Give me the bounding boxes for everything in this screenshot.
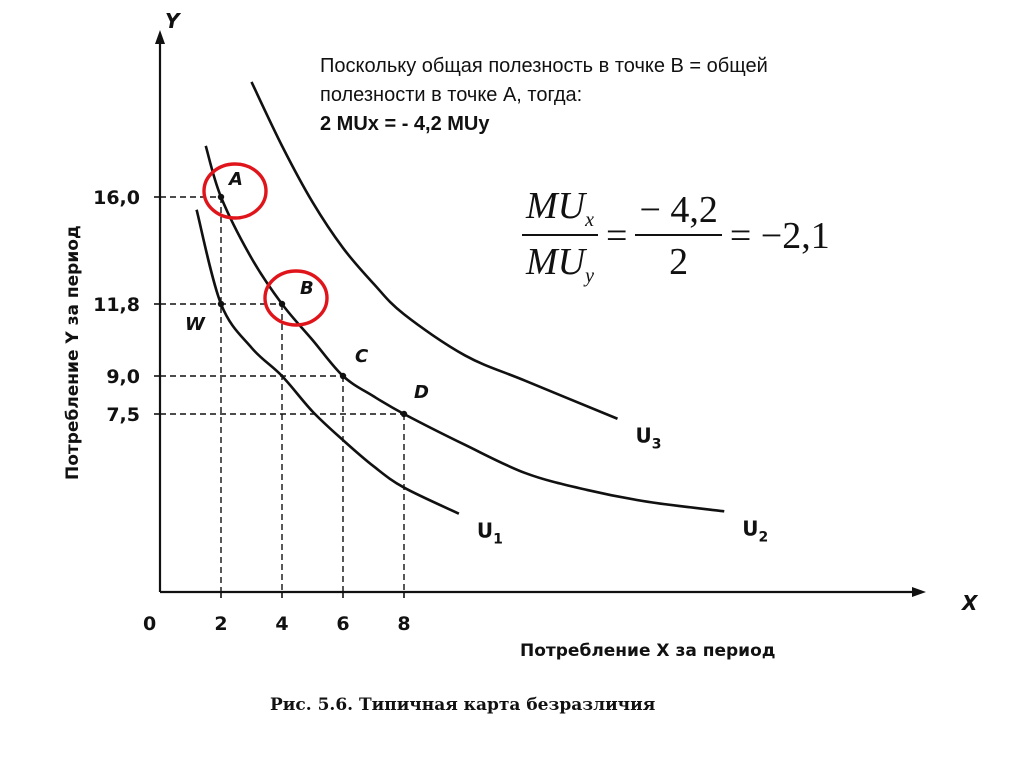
point-label-d: D [414, 382, 429, 403]
point-label-c: C [355, 346, 369, 367]
mrs-formula [522, 184, 838, 288]
x-tick-label-4: 4 [275, 613, 289, 635]
y-tick-label-11,8: 11,8 [93, 294, 140, 316]
curve-u1 [197, 210, 459, 514]
equation-line: 2 MUx = - 4,2 MUy [320, 113, 490, 135]
mu-ratio-fraction [522, 184, 598, 288]
explanation-line-2: полезности в точке А, тогда: [320, 84, 583, 106]
point-label-b: B [300, 278, 314, 299]
curve-label-u3: $U_3$ [635, 423, 662, 453]
value-numerator: − 4,2 [635, 188, 721, 236]
y-axis-name: Y [165, 9, 180, 33]
highlight-circle-b [265, 271, 327, 325]
curve-label-u2: $U_2$ [742, 516, 769, 546]
point-label-w: W [185, 314, 205, 335]
x-tick-label-2: 2 [214, 613, 228, 635]
equals-sign: = [606, 215, 628, 257]
x-tick-label-8: 8 [397, 613, 411, 635]
explanation-text [320, 52, 940, 139]
value-fraction [635, 188, 721, 284]
curve-label-u1: $U_1$ [476, 518, 503, 548]
point-b [279, 301, 285, 307]
y-tick-label-16,0: 16,0 [93, 187, 140, 209]
x-axis-name: X [962, 591, 978, 615]
mu-x-numerator: MU [526, 185, 586, 227]
y-axis-title: Потребление Y за период [63, 225, 83, 480]
point-d [401, 411, 407, 417]
guide-lines [160, 197, 404, 592]
tick-labels [93, 187, 411, 635]
x-tick-label-6: 6 [336, 613, 350, 635]
point-c [340, 373, 346, 379]
mu-y-subscript: y [585, 265, 594, 287]
mu-x-subscript: x [585, 209, 594, 231]
y-tick-label-7,5: 7,5 [106, 404, 140, 426]
result-value: = −2,1 [729, 215, 830, 257]
mu-y-denominator: MU [526, 241, 586, 283]
y-tick-label-9,0: 9,0 [106, 366, 140, 388]
point-a [218, 194, 224, 200]
y-axis-arrow [155, 30, 165, 44]
x-axis-title: Потребление X за период [520, 641, 776, 661]
x-axis-arrow [912, 587, 926, 597]
point-label-a: A [229, 169, 243, 190]
point-w [218, 301, 224, 307]
value-denominator: 2 [669, 241, 689, 283]
origin-label: 0 [143, 613, 157, 635]
explanation-line-1: Поскольку общая полезность в точке В = общей [320, 55, 768, 77]
figure-caption: Рис. 5.6. Типичная карта безразличия [270, 695, 656, 715]
